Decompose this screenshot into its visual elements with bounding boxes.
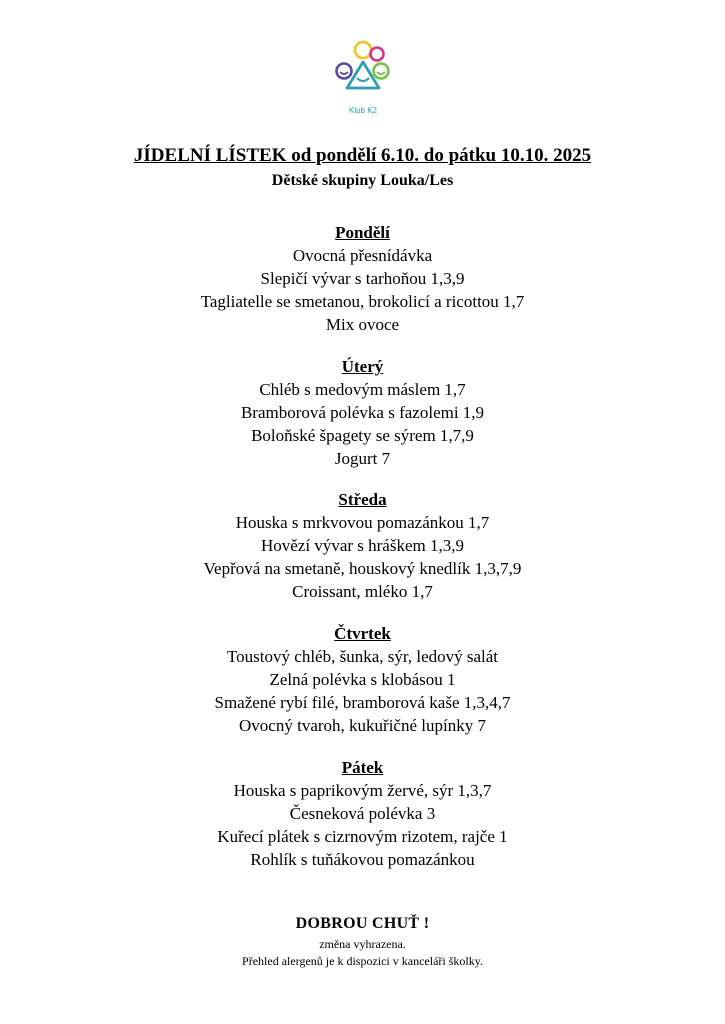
- menu-subtitle: Dětské skupiny Louka/Les: [271, 172, 454, 189]
- footer-note: změna vyhrazena.: [319, 937, 406, 951]
- day-tuesday: [0, 355, 725, 470]
- meal-item: Tagliatelle se smetanou, brokolicí a ricottou 1,7: [200, 292, 525, 311]
- day-name: Úterý: [341, 357, 384, 376]
- logo-mark-icon: [328, 40, 398, 106]
- day-thursday: [0, 622, 725, 737]
- meal-item: Vepřová na smetaně, houskový knedlík 1,3,7,9: [203, 559, 522, 578]
- meal-item: Houska s mrkvovou pomazánkou 1,7: [235, 513, 490, 532]
- meal-item: Česneková polévka 3: [289, 804, 436, 823]
- meal-item: Kuřecí plátek s cizrnovým rizotem, rajče 1: [217, 827, 508, 846]
- meal-item: Zelná polévka s klobásou 1: [269, 670, 456, 689]
- menu-title: JÍDELNÍ LÍSTEK od pondělí 6.10. do pátku 10.10. 2025: [133, 145, 592, 166]
- day-wednesday: [0, 488, 725, 603]
- meal-item: Jogurt 7: [334, 449, 391, 468]
- day-name: Čtvrtek: [334, 624, 391, 643]
- meal-item: Slepičí vývar s tarhoňou 1,3,9: [260, 269, 465, 288]
- footer-allergens: Přehled alergenů je k dispozici v kanceláři školky.: [242, 954, 483, 968]
- meal-item: Ovocná přesnídávka: [292, 246, 433, 265]
- meal-item: Bramborová polévka s fazolemi 1,9: [240, 403, 485, 422]
- meal-item: Houska s paprikovým žervé, sýr 1,3,7: [233, 781, 492, 800]
- meal-item: Mix ovoce: [325, 315, 400, 334]
- logo-text: Klub K2: [348, 106, 378, 115]
- meal-item: Chléb s medovým máslem 1,7: [259, 380, 466, 399]
- day-name: Středa: [338, 490, 387, 509]
- meal-item: Rohlík s tuňákovou pomazánkou: [250, 850, 475, 869]
- logo: [328, 40, 398, 120]
- meal-item: Smažené rybí filé, bramborová kaše 1,3,4,7: [214, 693, 511, 712]
- footer-greeting: DOBROU CHUŤ !: [295, 915, 430, 932]
- meal-item: Hovězí vývar s hráškem 1,3,9: [260, 536, 464, 555]
- day-friday: [0, 756, 725, 871]
- day-name: Pátek: [341, 758, 384, 777]
- day-name: Pondělí: [335, 223, 390, 242]
- meal-item: Ovocný tvaroh, kukuřičné lupínky 7: [239, 716, 486, 735]
- meal-item: Boloňské špagety se sýrem 1,7,9: [251, 426, 474, 445]
- meal-item: Croissant, mléko 1,7: [292, 582, 433, 601]
- day-monday: [0, 221, 725, 336]
- meal-item: Toustový chléb, šunka, sýr, ledový salát: [226, 647, 499, 666]
